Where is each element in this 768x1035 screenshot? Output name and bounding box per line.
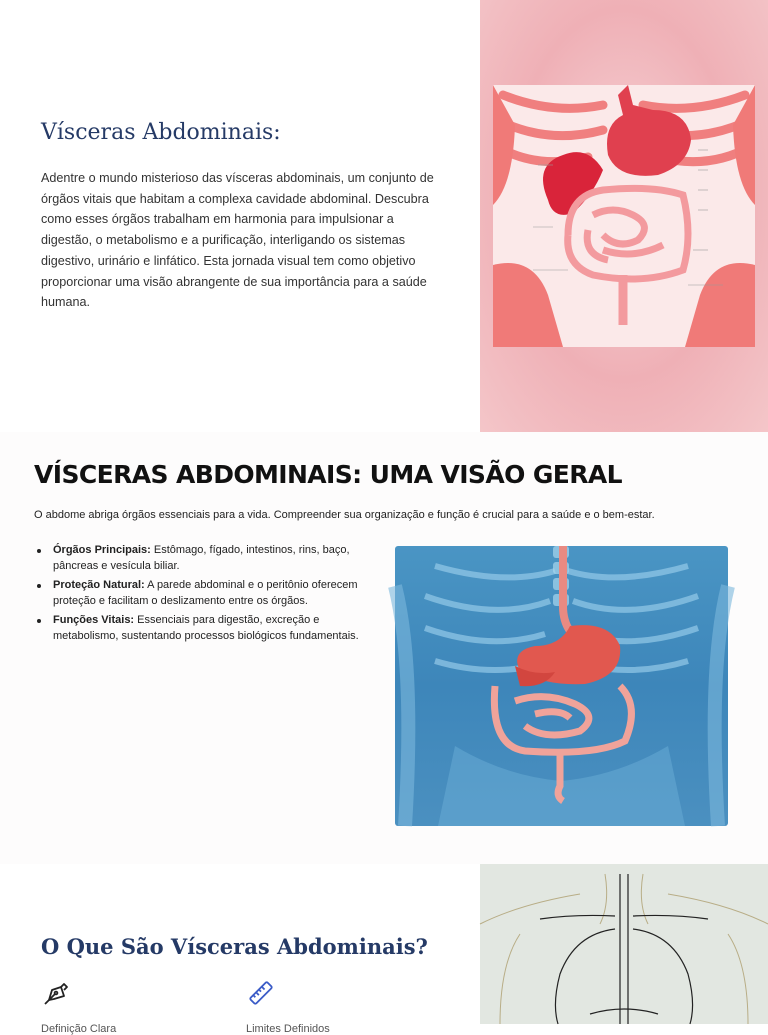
intro-image-frame: [480, 0, 768, 432]
intro-paragraph: Adentre o mundo misterioso das vísceras abdominais, um conjunto de órgãos vitais que habitam a complexa cavidade abdominal. Descubra como esses órgãos trabalham em harmonia para impulsionar a digestão, o metabolismo e a purificação, interligando os sistemas digestivo, urinário e linfático. Esta jornada visual tem como objetivo proporcionar uma visão abrangente de sua importância para a saúde humana.: [41, 171, 434, 310]
list-item: Funções Vitais: Essenciais para digestão, excreção e metabolismo, sustentando processos biológicos fundamentais.: [34, 613, 374, 644]
abdominal-organs-illustration-icon: [493, 85, 755, 347]
pen-nib-icon: [41, 978, 71, 1008]
overview-section: [0, 432, 768, 864]
ruler-icon: [246, 978, 276, 1008]
feature-label: Limites Definidos: [246, 1023, 330, 1035]
feature-label: Definição Clara: [41, 1023, 117, 1035]
feature-limits: [246, 978, 426, 1035]
feature-definition: [41, 978, 221, 1035]
definition-title: O Que São Vísceras Abdominais?: [41, 934, 428, 959]
intro-title: Vísceras Abdominais:: [41, 120, 281, 145]
overview-subtitle: O abdome abriga órgãos essenciais para a vida. Compreender sua organização e função é crucial para a saúde e o bem-estar.: [34, 509, 655, 521]
list-item: Proteção Natural: A parede abdominal e o peritônio oferecem proteção e facilitam o deslizamento entre os órgãos.: [34, 578, 374, 609]
definition-section: [0, 864, 768, 1035]
digestive-system-xray-icon: [395, 546, 728, 826]
list-item: Órgãos Principais: Estômago, fígado, intestinos, rins, baço, pâncreas e vesícula biliar.: [34, 543, 374, 574]
torso-line-drawing-icon: [480, 864, 768, 1024]
overview-list: [34, 543, 374, 648]
overview-title: VÍSCERAS ABDOMINAIS: UMA VISÃO GERAL: [34, 460, 622, 489]
intro-section: [0, 0, 768, 432]
